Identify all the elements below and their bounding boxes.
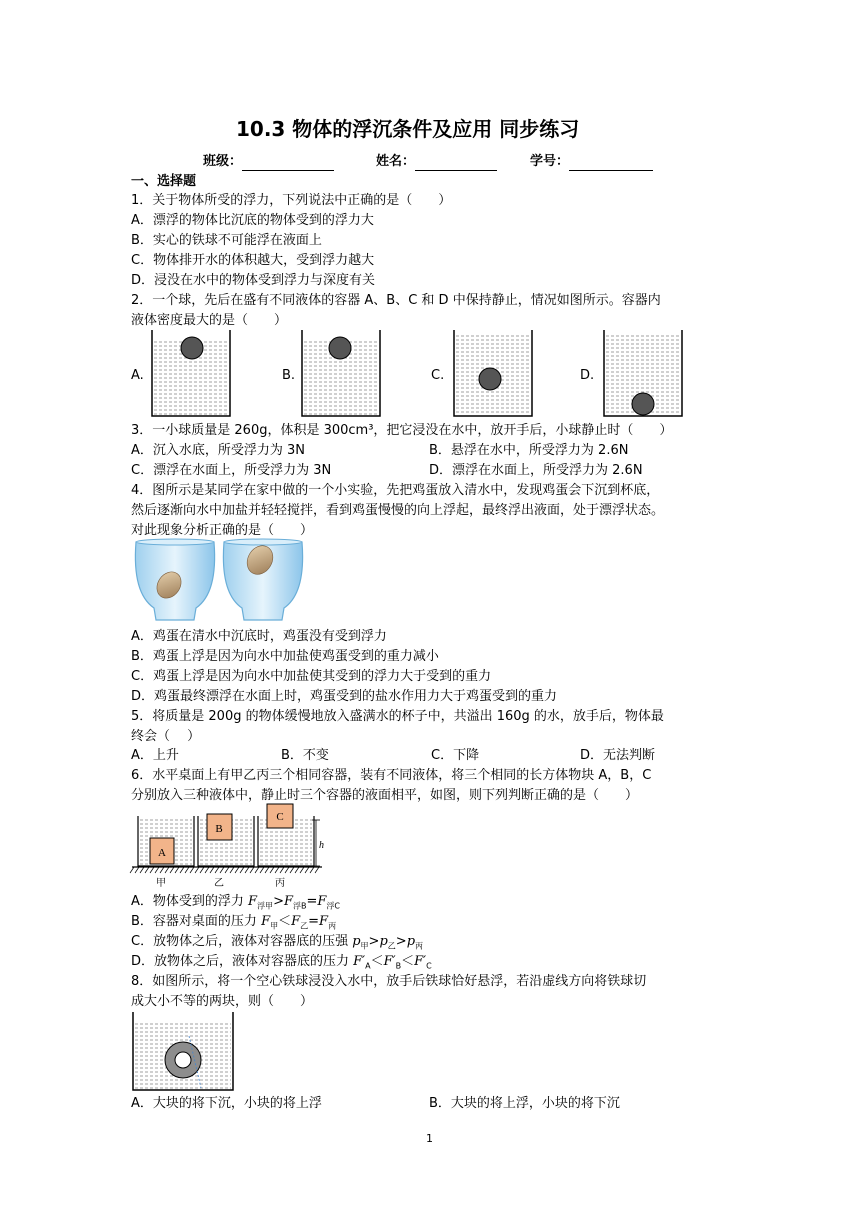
- q4-stem-line3: 对此现象分析正确的是（ ）: [131, 523, 314, 538]
- q1-option-c: C．物体排开水的体积越大，受到浮力越大: [131, 253, 375, 268]
- hollow-ball-figure: [131, 1010, 235, 1092]
- glass-right: [223, 539, 302, 620]
- q6-stem-line2: 分别放入三种液体中，静止时三个容器的液面相平，如图，则下列判断正确的是（ ）: [131, 788, 639, 803]
- q5-option-a: A．上升: [131, 748, 179, 763]
- q6-option-d: D．放物体之后，液体对容器底的压力 $F'_A<F'_B<F'_C$: [131, 954, 432, 971]
- page-number: 1: [426, 1132, 433, 1145]
- cup-label-yi: 乙: [214, 878, 224, 889]
- q3-option-b: B．悬浮在水中，所受浮力为 2.6N: [429, 443, 629, 458]
- q5-option-b: B．不变: [281, 748, 329, 763]
- q3-stem: 3．一小球质量是 260g，体积是 300cm³，把它浸没在水中，放开手后，小球静止时（ ）: [131, 423, 673, 438]
- q3-option-d: D．漂浮在水面上，所受浮力为 2.6N: [429, 463, 643, 478]
- glass-left: [135, 539, 214, 620]
- cup-label-bing: 丙: [275, 878, 285, 889]
- q6-option-c: C．放物体之后，液体对容器底的压强 $p_甲>p_乙>p_丙$: [131, 934, 424, 951]
- name-label: 姓名：: [376, 152, 497, 171]
- q2-label-d: D.: [580, 368, 595, 383]
- svg-text:C: C: [276, 811, 284, 823]
- block-a: [150, 838, 174, 864]
- q4-option-d: D．鸡蛋最终漂浮在水面上时，鸡蛋受到的盐水作用力大于鸡蛋受到的重力: [131, 689, 558, 704]
- q2-stem-line2: 液体密度最大的是（ ）: [131, 313, 288, 328]
- svg-text:B: B: [215, 823, 223, 835]
- height-label: h: [319, 840, 324, 851]
- q8-option-b: B．大块的将上浮，小块的将下沉: [429, 1096, 620, 1111]
- q5-option-c: C．下降: [431, 748, 480, 763]
- q4-option-a: A．鸡蛋在清水中沉底时，鸡蛋没有受到浮力: [131, 629, 387, 644]
- q3-option-c: C．漂浮在水面上，所受浮力为 3N: [131, 463, 332, 478]
- svg-text:A: A: [158, 847, 166, 859]
- q1-option-d: D．浸没在水中的物体受到浮力与深度有关: [131, 273, 376, 288]
- container-c-figure: [452, 328, 534, 418]
- q3-option-a: A．沉入水底，所受浮力为 3N: [131, 443, 306, 458]
- q8-option-a: A．大块的将下沉，小块的将上浮: [131, 1096, 322, 1111]
- egg-glass-figure: [132, 538, 302, 624]
- ground-hatching: [130, 867, 319, 873]
- section-heading: 一、选择题: [131, 174, 197, 189]
- class-label: 班级：: [203, 152, 334, 171]
- page-title: 10.3 物体的浮沉条件及应用 同步练习: [236, 117, 580, 141]
- q1-stem: 1．关于物体所受的浮力，下列说法中正确的是（ ）: [131, 193, 452, 208]
- q2-label-a: A.: [131, 368, 144, 383]
- q8-stem-line2: 成大小不等的两块，则（ ）: [131, 994, 314, 1009]
- q6-option-b: B．容器对桌面的压力 $F_甲<F_乙=F_丙$: [131, 914, 337, 931]
- container-a-figure: [150, 328, 232, 418]
- q6-stem-line1: 6．水平桌面上有甲乙丙三个相同容器，装有不同液体，将三个相同的长方体物块 A，B，C: [131, 768, 652, 783]
- q4-stem-line1: 4．图所示是某同学在家中做的一个小实验，先把鸡蛋放入清水中，发现鸡蛋会下沉到杯底，: [131, 483, 660, 498]
- block-b: [207, 814, 232, 840]
- block-c: [267, 804, 293, 828]
- q6-option-a: A．物体受到的浮力 $F_{浮甲}>F_{浮B}=F_{浮C}$: [131, 894, 341, 911]
- q8-stem-line1: 8．如图所示，将一个空心铁球浸没入水中，放手后铁球恰好悬浮，若沿虚线方向将铁球切: [131, 974, 647, 989]
- q5-stem-line1: 5．将质量是 200g 的物体缓慢地放入盛满水的杯子中，共溢出 160g 的水，放手后，物体最: [131, 709, 664, 724]
- q1-option-a: A．漂浮的物体比沉底的物体受到的浮力大: [131, 213, 374, 228]
- container-d-figure: [602, 328, 684, 418]
- q2-stem-line1: 2．一个球，先后在盛有不同液体的容器 A、B、C 和 D 中保持静止，情况如图所示。容器内: [131, 293, 661, 308]
- q4-stem-line2: 然后逐渐向水中加盐并轻轻搅拌，看到鸡蛋慢慢的向上浮起，最终浮出液面，处于漂浮状态。: [131, 503, 665, 518]
- q4-option-c: C．鸡蛋上浮是因为向水中加盐使其受到的浮力大于受到的重力: [131, 669, 492, 684]
- cup-label-jia: 甲: [156, 878, 166, 889]
- q5-stem-line2: 终会（ ）: [131, 729, 201, 744]
- q2-label-c: C.: [431, 368, 445, 383]
- q5-option-d: D．无法判断: [580, 748, 656, 763]
- student-id-label: 学号：: [530, 152, 653, 171]
- q1-option-b: B．实心的铁球不可能浮在液面上: [131, 233, 322, 248]
- q4-option-b: B．鸡蛋上浮是因为向水中加盐使鸡蛋受到的重力减小: [131, 649, 439, 664]
- q2-label-b: B.: [282, 368, 296, 383]
- container-b-figure: [300, 328, 382, 418]
